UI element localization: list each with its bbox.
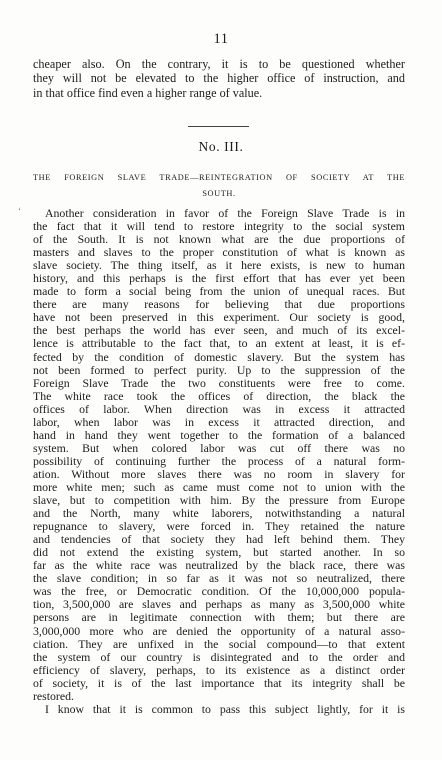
text-line: fected by the condition of domestic slavery. But the system has <box>33 349 405 364</box>
text-line: lence is attributable to the fact that, to an extent at least, it is ef- <box>33 336 405 351</box>
text-line: far as the white race was neutralized by the black race, there was <box>33 558 405 573</box>
text-line: tion, 3,500,000 are slaves and perhaps as many as 3,500,000 white <box>33 597 405 612</box>
text-line: and tendencies of that society they had left behind them. They <box>33 532 405 547</box>
text-line: repugnance to slavery, were forced in. They retained the nature <box>33 519 405 534</box>
section-divider-rule <box>188 126 249 127</box>
page-number: 11 <box>213 31 229 47</box>
text-line: and the North, many white laborers, notwithstanding a natural <box>33 506 405 521</box>
text-line: offices of labor. When direction was in excess it attracted <box>33 401 405 416</box>
text-line: The white race took the offices of direction, the black the <box>33 388 405 403</box>
text-line: cheaper also. On the contrary, it is to be questioned whether <box>33 57 405 71</box>
section-heading <box>33 170 405 202</box>
text-line: slave, but to competition with him. By the pressure from Europe <box>33 493 405 508</box>
text-line: restored. <box>33 688 74 703</box>
margin-mark: ‘ <box>18 206 21 216</box>
text-line: 3,000,000 more who are denied the opportunity of a natural asso- <box>33 623 405 638</box>
heading-line: THE FOREIGN SLAVE TRADE—REINTEGRATION OF SOCIETY AT THE <box>33 173 405 182</box>
text-line: more white men; such as came must come not to union with the <box>33 479 405 494</box>
text-line: was the free, or Democratic condition. Of the 10,000,000 popula- <box>33 584 405 599</box>
body-text <box>33 207 405 716</box>
text-line: there are many reasons for believing that due proportions <box>33 297 405 312</box>
text-line: the fact that it will tend to restore integrity to the social system <box>33 219 405 234</box>
text-line: not been formed to perfect purity. Up to the suppression of the <box>33 362 405 377</box>
text-line: efficiency of slavery, perhaps, to its existence as a distinct order <box>33 662 405 677</box>
text-line: I know that it is common to pass this subject lightly, for it is <box>45 701 405 716</box>
text-line: ciation. They are unfixed in the social compound—to that extent <box>33 636 405 651</box>
intro-paragraph <box>33 57 405 100</box>
text-line: persons are in legitimate connection with them; but there are <box>33 610 405 625</box>
text-line: ation. Without more slaves there was no room in slavery for <box>33 466 405 481</box>
text-line: the best perhaps the world has ever seen, and much of its excel- <box>33 323 405 338</box>
text-line: history, and this perhaps is the first effort that has ever yet been <box>33 271 405 286</box>
text-line: Another consideration in favor of the Foreign Slave Trade is in <box>45 206 405 220</box>
text-line: the slave condition; in so far as it was not so neutralized, there <box>33 571 405 586</box>
heading-line: SOUTH. <box>202 189 236 198</box>
text-line: masters and slaves to the proper constitution of what is known as <box>33 245 405 260</box>
text-line: of society, it is of the last importance that its integrity shall be <box>33 675 405 690</box>
text-line: in that office find even a higher range of value. <box>33 85 263 100</box>
text-line: labor, when labor was in excess it attracted direction, and <box>33 414 405 429</box>
text-line: possibility of continuing further the process of a natural form- <box>33 453 405 468</box>
text-line: the system of our country is disintegrated and to the order and <box>33 649 405 664</box>
text-line: have not been preserved in this experiment. Our society is good, <box>33 310 405 325</box>
text-line: they will not be elevated to the higher office of instruction, and <box>33 71 405 86</box>
text-line: Foreign Slave Trade the two constituents were free to come. <box>33 375 405 390</box>
text-line: slave society. The thing itself, as it here exists, is new to human <box>33 258 405 273</box>
text-line: system. But when colored labor was cut off there was no <box>33 440 405 455</box>
text-line: did not extend the existing system, but started another. In so <box>33 545 405 560</box>
text-line: of the South. It is not known what are the due proportions of <box>33 232 405 247</box>
text-line: made to form a social being from the union of unequal races. But <box>33 284 405 299</box>
section-number: No. III. <box>198 139 244 154</box>
text-line: hand in hand they went together to the formation of a balanced <box>33 427 405 442</box>
